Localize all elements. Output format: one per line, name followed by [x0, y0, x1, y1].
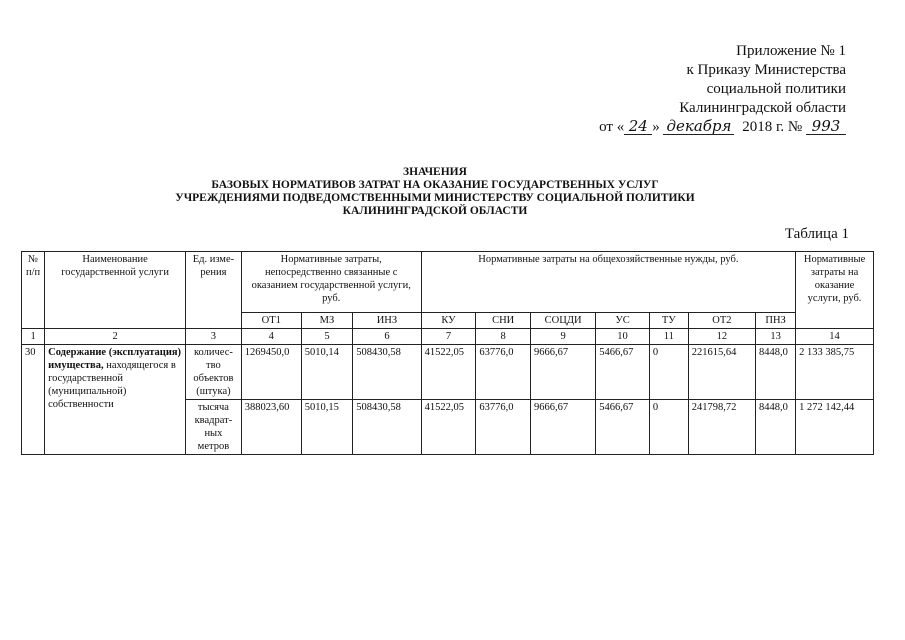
header-sub-ku: КУ	[421, 313, 476, 329]
value-cell: 9666,67	[531, 400, 596, 455]
header-unit: Ед. изме-рения	[186, 252, 242, 329]
appendix-date-line	[599, 118, 846, 137]
value-cell: 0	[649, 400, 688, 455]
col-number: 6	[353, 329, 421, 345]
title-line-2: БАЗОВЫХ НОРМАТИВОВ ЗАТРАТ НА ОКАЗАНИЕ ГОСУДАРСТВЕННЫХ УСЛУГ	[211, 179, 659, 191]
value-cell: 41522,05	[421, 345, 476, 400]
value-cell: 63776,0	[476, 345, 531, 400]
header-sub-socdi: СОЦДИ	[531, 313, 596, 329]
table-row	[22, 345, 874, 400]
value-cell: 5010,15	[301, 400, 353, 455]
appendix-line-2: к Приказу Министерства	[686, 62, 846, 78]
col-number: 13	[756, 329, 796, 345]
col-number: 4	[241, 329, 301, 345]
service-number: 30	[22, 345, 45, 455]
title-line-1: ЗНАЧЕНИЯ	[403, 166, 467, 178]
order-number: 993	[806, 118, 846, 135]
header-sub-us: УС	[596, 313, 650, 329]
header-sub-mz: МЗ	[301, 313, 353, 329]
header-service: Наименование государственной услуги	[45, 252, 186, 329]
title-line-4: КАЛИНИНГРАДСКОЙ ОБЛАСТИ	[342, 205, 528, 217]
total-cell: 2 133 385,75	[796, 345, 874, 400]
header-total: Нормативные затраты на оказание услуги, руб.	[796, 252, 874, 329]
value-cell: 508430,58	[353, 345, 421, 400]
table-caption: Таблица 1	[784, 226, 849, 242]
value-cell: 9666,67	[531, 345, 596, 400]
header-sub-ot2: ОТ2	[688, 313, 755, 329]
header-num: № п/п	[22, 252, 45, 329]
date-year: 2018 г. №	[742, 119, 803, 135]
col-number: 2	[45, 329, 186, 345]
document-title	[150, 166, 720, 218]
col-number: 10	[596, 329, 650, 345]
value-cell: 8448,0	[756, 345, 796, 400]
header-general-costs: Нормативные затраты на общехозяйственные нужды, руб.	[421, 252, 795, 313]
header-sub-inz: ИНЗ	[353, 313, 421, 329]
value-cell: 63776,0	[476, 400, 531, 455]
col-number: 14	[796, 329, 874, 345]
value-cell: 388023,60	[241, 400, 301, 455]
col-number: 12	[688, 329, 755, 345]
header-row-1	[22, 252, 874, 313]
value-cell: 0	[649, 345, 688, 400]
header-sub-tu: ТУ	[649, 313, 688, 329]
col-number: 9	[531, 329, 596, 345]
value-cell: 5466,67	[596, 400, 650, 455]
value-cell: 221615,64	[688, 345, 755, 400]
header-direct-costs: Нормативные затраты, непосредственно связанные с оказанием государственной услуги, руб.	[241, 252, 421, 313]
value-cell: 1269450,0	[241, 345, 301, 400]
header-sub-ot1: ОТ1	[241, 313, 301, 329]
date-day: 24	[624, 118, 652, 135]
unit-cell: тысяча квадрат-ных метров	[186, 400, 242, 455]
col-number: 5	[301, 329, 353, 345]
value-cell: 241798,72	[688, 400, 755, 455]
value-cell: 5466,67	[596, 345, 650, 400]
col-number: 11	[649, 329, 688, 345]
date-mid: »	[652, 119, 660, 135]
col-number: 3	[186, 329, 242, 345]
norms-table	[21, 251, 874, 455]
service-name-rest: находящегося в государственной (муниципальной) собственности	[48, 360, 176, 410]
unit-cell: количес-тво объектов (штука)	[186, 345, 242, 400]
col-number: 8	[476, 329, 531, 345]
col-number: 7	[421, 329, 476, 345]
header-sub-pnz: ПНЗ	[756, 313, 796, 329]
value-cell: 5010,14	[301, 345, 353, 400]
total-cell: 1 272 142,44	[796, 400, 874, 455]
appendix-line-4: Калининградской области	[679, 100, 846, 116]
appendix-line-3: социальной политики	[706, 81, 846, 97]
date-prefix: от «	[599, 119, 625, 135]
title-line-3: УЧРЕЖДЕНИЯМИ ПОДВЕДОМСТВЕННЫМИ МИНИСТЕРСТВУ СОЦИАЛЬНОЙ ПОЛИТИКИ	[175, 192, 695, 204]
value-cell: 8448,0	[756, 400, 796, 455]
value-cell: 41522,05	[421, 400, 476, 455]
col-number: 1	[22, 329, 45, 345]
value-cell: 508430,58	[353, 400, 421, 455]
column-number-row	[22, 329, 874, 345]
appendix-block	[599, 42, 846, 137]
service-name	[45, 345, 186, 455]
header-sub-sni: СНИ	[476, 313, 531, 329]
appendix-line-1: Приложение № 1	[736, 43, 846, 59]
date-month: декабря	[663, 118, 734, 135]
service-name-bold: Содержание (эксплуатация) имущества,	[48, 347, 182, 371]
